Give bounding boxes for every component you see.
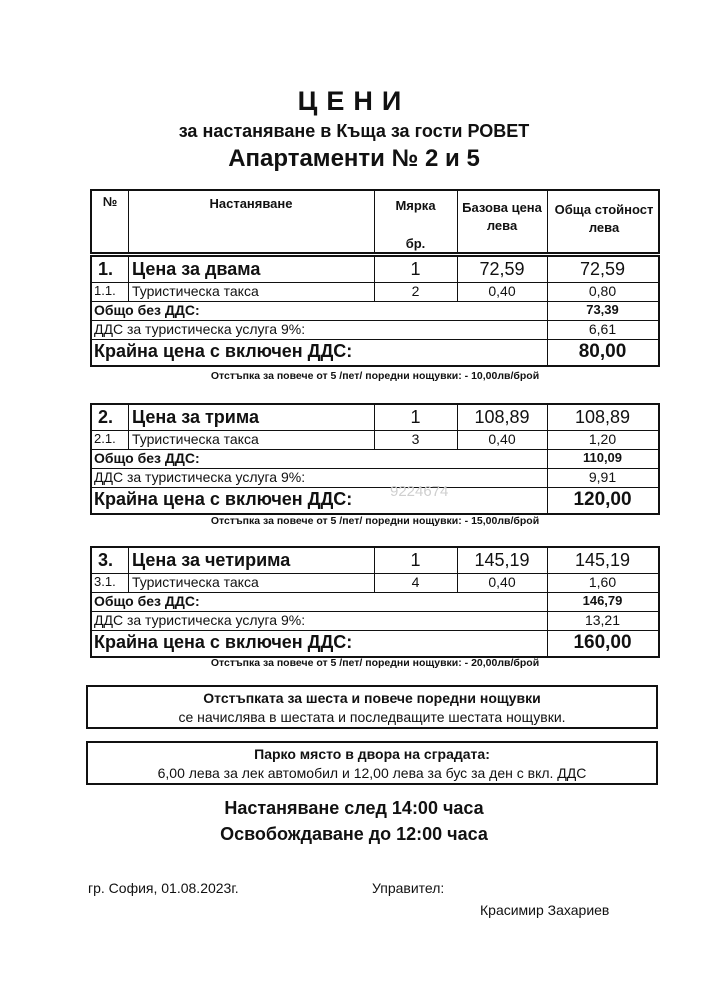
- header-no: №: [102, 194, 118, 209]
- row-number: 1.: [98, 259, 114, 279]
- row-total: 72,59: [579, 259, 626, 279]
- price-row-main: [92, 405, 658, 431]
- row-base-price: 108,89: [474, 407, 530, 427]
- vat-label: ДДС за туристическа услуга 9%:: [94, 469, 306, 485]
- final-label: Крайна цена с включен ДДС:: [94, 489, 353, 509]
- tax-base-price: 0,40: [488, 431, 516, 447]
- price-row-main: [92, 257, 658, 283]
- price-row-tax: [92, 430, 658, 450]
- final-value: 120,00: [573, 489, 632, 510]
- watermark: 9224674: [390, 483, 449, 500]
- final-value: 80,00: [578, 341, 627, 362]
- vat-value: 9,91: [588, 469, 617, 485]
- header-base-price: Базова цена лева: [462, 200, 542, 233]
- price-row-final: [92, 487, 658, 513]
- discount-info-line2: се начислява в шестата и последващите шестата нощувки.: [178, 709, 566, 725]
- tax-qty: 3: [411, 431, 420, 447]
- tax-label: Туристическа такса: [132, 574, 259, 590]
- header-accommodation: Настаняване: [209, 196, 293, 211]
- discount-note: Отстъпка за повече от 5 /пет/ поредни нощувки: - 20,00лв/брой: [210, 657, 540, 669]
- price-row-vat: [92, 320, 658, 340]
- net-value: 73,39: [586, 302, 619, 317]
- vat-label: ДДС за туристическа услуга 9%:: [94, 612, 306, 628]
- net-value: 110,09: [582, 450, 623, 465]
- row-number: 3.: [98, 550, 114, 570]
- discount-info-box: [86, 685, 658, 729]
- tax-number: 2.1.: [94, 431, 116, 446]
- price-row-final: [92, 630, 658, 656]
- row-qty: 1: [410, 407, 421, 427]
- page-title: ЦЕНИ: [297, 86, 411, 116]
- tax-number: 1.1.: [94, 283, 116, 298]
- checkin-time: Настаняване след 14:00 часа: [224, 798, 484, 818]
- price-row-vat: [92, 611, 658, 631]
- tax-base-price: 0,40: [488, 574, 516, 590]
- tax-number: 3.1.: [94, 574, 116, 589]
- price-row-net: [92, 449, 658, 469]
- price-block: [90, 403, 660, 515]
- net-label: Общо без ДДС:: [94, 450, 200, 466]
- final-label: Крайна цена с включен ДДС:: [94, 632, 353, 652]
- header-unit: Мярка: [395, 198, 436, 213]
- final-label: Крайна цена с включен ДДС:: [94, 341, 353, 361]
- tax-base-price: 0,40: [488, 283, 516, 299]
- price-row-tax: [92, 573, 658, 593]
- final-value: 160,00: [573, 632, 632, 653]
- price-row-tax: [92, 282, 658, 302]
- parking-info-line1: Парко място в двора на сградата:: [254, 746, 490, 762]
- checkout-time: Освобождаване до 12:00 часа: [220, 824, 488, 844]
- price-block: [90, 546, 660, 658]
- place-date: гр. София, 01.08.2023г.: [88, 880, 239, 896]
- net-label: Общо без ДДС:: [94, 302, 200, 318]
- row-name: Цена за трима: [132, 407, 259, 427]
- manager-name: Красимир Захариев: [480, 902, 610, 918]
- row-number: 2.: [98, 407, 114, 427]
- row-total: 145,19: [574, 550, 631, 570]
- net-label: Общо без ДДС:: [94, 593, 200, 609]
- manager-label: Управител:: [372, 880, 445, 896]
- vat-label: ДДС за туристическа услуга 9%:: [94, 321, 306, 337]
- row-qty: 1: [410, 259, 421, 279]
- tax-label: Туристическа такса: [132, 431, 259, 447]
- tax-qty: 2: [411, 283, 420, 299]
- discount-info-line1: Отстъпката за шеста и повече поредни нощувки: [203, 690, 541, 706]
- tax-total: 0,80: [588, 283, 617, 299]
- discount-note: Отстъпка за повече от 5 /пет/ поредни нощувки: - 10,00лв/брой: [210, 370, 540, 382]
- parking-info-box: [86, 741, 658, 785]
- parking-info-line2: 6,00 лева за лек автомобил и 12,00 лева за бус за ден с вкл. ДДС: [157, 765, 587, 781]
- discount-note: Отстъпка за повече от 5 /пет/ поредни нощувки: - 15,00лв/брой: [210, 515, 540, 527]
- page-subtitle: за настаняване в Къща за гости РОВЕТ: [178, 121, 530, 141]
- row-base-price: 72,59: [479, 259, 525, 279]
- price-row-final: [92, 339, 658, 365]
- row-base-price: 145,19: [474, 550, 530, 570]
- price-block: [90, 255, 660, 367]
- tax-qty: 4: [411, 574, 420, 590]
- row-name: Цена за четирима: [132, 550, 291, 570]
- header-total: Обща стойност лева: [554, 202, 654, 235]
- price-row-vat: [92, 468, 658, 488]
- tax-total: 1,20: [588, 431, 617, 447]
- header-unit-pcs: бр.: [405, 236, 426, 251]
- price-row-main: [92, 548, 658, 574]
- net-value: 146,79: [582, 593, 623, 608]
- table-header: [90, 189, 660, 254]
- tax-label: Туристическа такса: [132, 283, 259, 299]
- apartments-heading: Апартаменти № 2 и 5: [228, 145, 480, 172]
- tax-total: 1,60: [588, 574, 617, 590]
- row-qty: 1: [410, 550, 421, 570]
- row-total: 108,89: [574, 407, 631, 427]
- vat-value: 6,61: [588, 321, 617, 337]
- row-name: Цена за двама: [132, 259, 261, 279]
- price-row-net: [92, 301, 658, 321]
- price-row-net: [92, 592, 658, 612]
- vat-value: 13,21: [584, 612, 621, 628]
